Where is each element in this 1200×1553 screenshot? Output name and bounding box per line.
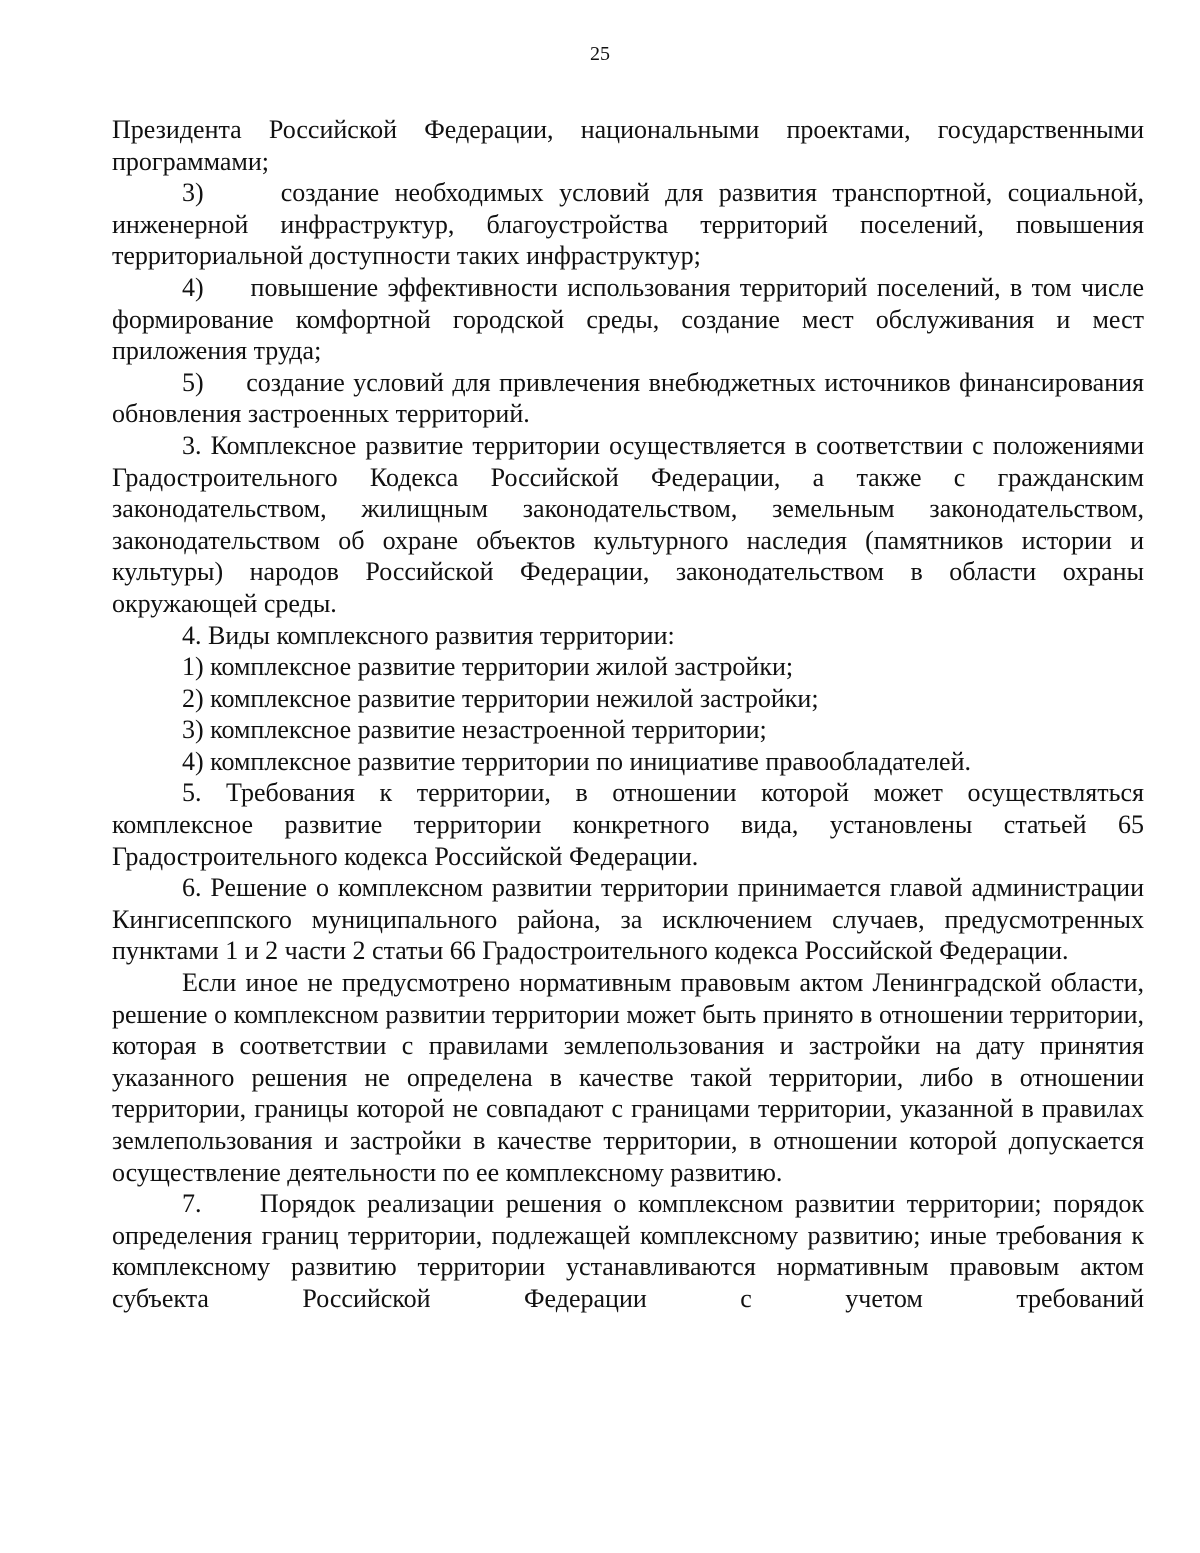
paragraph-section-5: 5. Требования к территории, в отношении которой может осуществляться комплексное развитие территории конкретного вида, установлены статьей 65 Градостроительного кодекса Российской Федерации.: [112, 778, 1144, 871]
paragraph-section-4: 4. Виды комплексного развития территории:: [182, 620, 675, 650]
list-item-development-type-2: 2) комплексное развитие территории нежилой застройки;: [182, 683, 819, 713]
list-item-3: 3) создание необходимых условий для развития транспортной, социальной, инженерной инфраструктур, благоустройства территорий поселений, повышения территориальной доступности таких инфраструктур;: [112, 178, 1144, 271]
document-body: [112, 114, 1144, 1315]
paragraph-continuation: Президента Российской Федерации, национальными проектами, государственными программами;: [112, 115, 1144, 176]
list-item-development-type-4: 4) комплексное развитие территории по инициативе правообладателей.: [182, 746, 972, 776]
list-item-5: 5) создание условий для привлечения внебюджетных источников финансирования обновления застроенных территорий.: [112, 367, 1144, 429]
paragraph-section-6: 6. Решение о комплексном развитии территории принимается главой администрации Кингисеппского муниципального района, за исключением случаев, предусмотренных пунктами 1 и 2 части 2 статьи 66 Градостроительного кодекса Российской Федерации.: [112, 873, 1144, 966]
paragraph-section-3: 3. Комплексное развитие территории осуществляется в соответствии с положениями Градостроительного Кодекса Российской Федерации, а также с гражданским законодательством, жилищным законодательством, земельным законодательством, законодательством об охране объектов культурного наследия (памятников истории и культуры) народов Российской Федерации, законодательством в области охраны окружающей среды.: [112, 430, 1144, 618]
page-number: 25: [590, 43, 610, 65]
list-item-development-type-1: 1) комплексное развитие территории жилой застройки;: [182, 652, 794, 682]
paragraph-section-6-continued: Если иное не предусмотрено нормативным правовым актом Ленинградской области, решение о комплексном развитии территории может быть принято в отношении территории, которая в соответствии с правилами землепользования и застройки на дату принятия указанного решения не определена в качестве такой территории, либо в отношении территории, границы которой не совпадают с границами территории, указанной в правилах землепользования и застройки в качестве территории, в отношении которой допускается осуществление деятельности по ее комплексному развитию.: [112, 968, 1144, 1187]
paragraph-section-7: 7. Порядок реализации решения о комплексном развитии территории; порядок определения границ территории, подлежащей комплексному развитию; иные требования к комплексному развитию территории устанавливаются нормативным правовым актом субъекта Российской Федерации с учетом требований: [112, 1189, 1144, 1313]
list-item-development-type-3: 3) комплексное развитие незастроенной территории;: [182, 715, 767, 745]
list-item-4: 4) повышение эффективности использования территорий поселений, в том числе формирование комфортной городской среды, создание мест обслуживания и мест приложения труда;: [112, 272, 1144, 366]
